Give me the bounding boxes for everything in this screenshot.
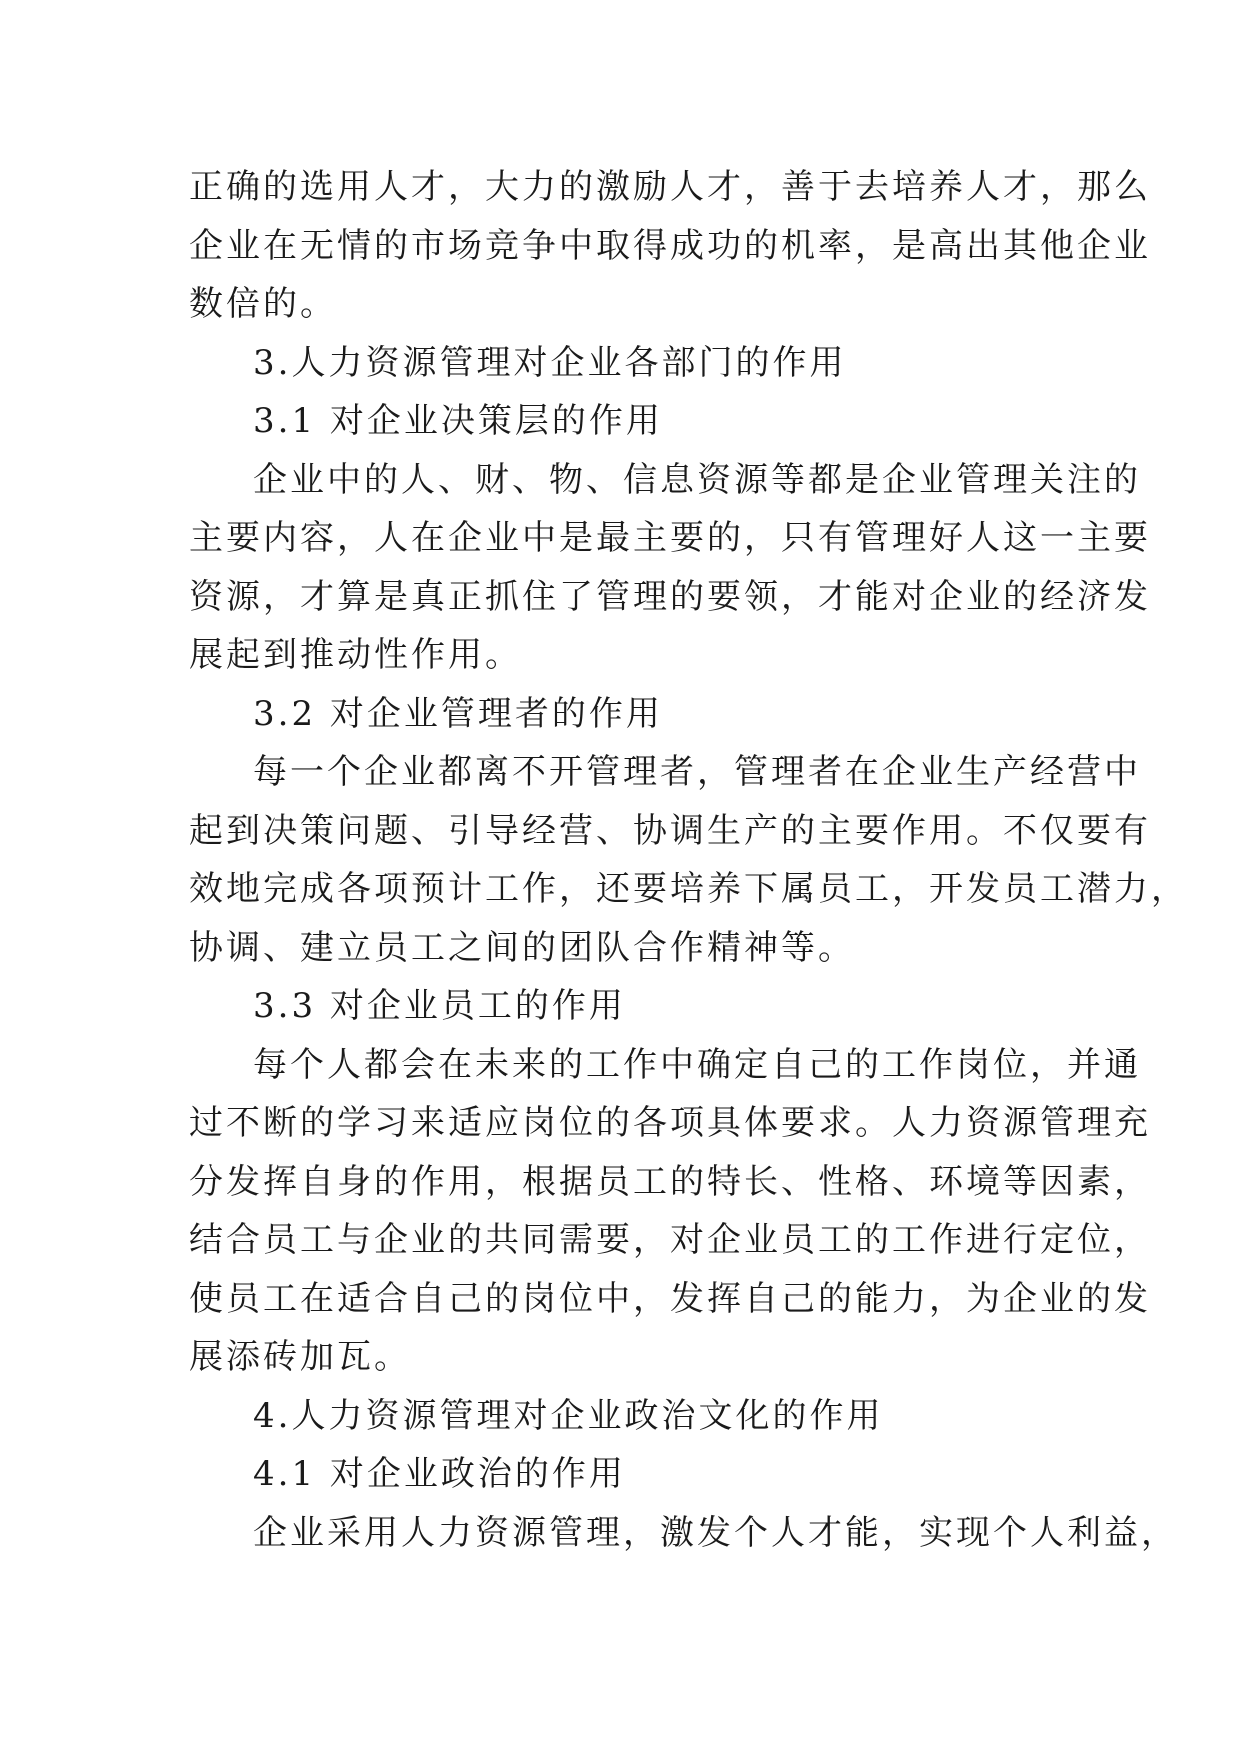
- text-line: 每个人都会在未来的工作中确定自己的工作岗位，并通: [253, 1044, 1141, 1085]
- text-line: 企业在无情的市场竞争中取得成功的机率，是高出其他企业: [189, 225, 1151, 266]
- text-line: 分发挥自身的作用，根据员工的特长、性格、环境等因素，: [189, 1161, 1151, 1202]
- text-line: 过不断的学习来适应岗位的各项具体要求。人力资源管理充: [189, 1103, 1151, 1143]
- text-line: 数倍的。: [189, 284, 337, 324]
- text-line: 使员工在适合自己的岗位中，发挥自己的能力，为企业的发: [189, 1278, 1151, 1319]
- text-line: 正确的选用人才，大力的激励人才，善于去培养人才，那么: [189, 167, 1151, 207]
- text-line: 结合员工与企业的共同需要，对企业员工的工作进行定位，: [189, 1220, 1151, 1260]
- section-heading: 4.人力资源管理对企业政治文化的作用: [253, 1395, 884, 1436]
- subsection-heading: 3.3 对企业员工的作用: [253, 986, 626, 1026]
- subsection-heading: 4.1 对企业政治的作用: [253, 1454, 626, 1494]
- text-line: 资源，才算是真正抓住了管理的要领，才能对企业的经济发: [189, 576, 1151, 617]
- text-line: 展添砖加瓦。: [189, 1337, 411, 1377]
- document-body: [189, 158, 1188, 1562]
- text-line: 起到决策问题、引导经营、协调生产的主要作用。不仅要有: [189, 810, 1151, 851]
- text-line: 企业中的人、财、物、信息资源等都是企业管理关注的: [253, 459, 1141, 500]
- text-line: 效地完成各项预计工作，还要培养下属员工，开发员工潜力，: [189, 869, 1188, 909]
- subsection-heading: 3.1 对企业决策层的作用: [253, 401, 663, 441]
- subsection-heading: 3.2 对企业管理者的作用: [253, 693, 663, 734]
- text-line: 企业采用人力资源管理，激发个人才能，实现个人利益，: [253, 1512, 1178, 1553]
- text-line: 主要内容，人在企业中是最主要的，只有管理好人这一主要: [189, 518, 1151, 558]
- section-heading: 3.人力资源管理对企业各部门的作用: [253, 342, 847, 383]
- text-line: 展起到推动性作用。: [189, 635, 522, 675]
- text-line: 每一个企业都离不开管理者，管理者在企业生产经营中: [253, 752, 1141, 792]
- text-line: 协调、建立员工之间的团队合作精神等。: [189, 927, 855, 968]
